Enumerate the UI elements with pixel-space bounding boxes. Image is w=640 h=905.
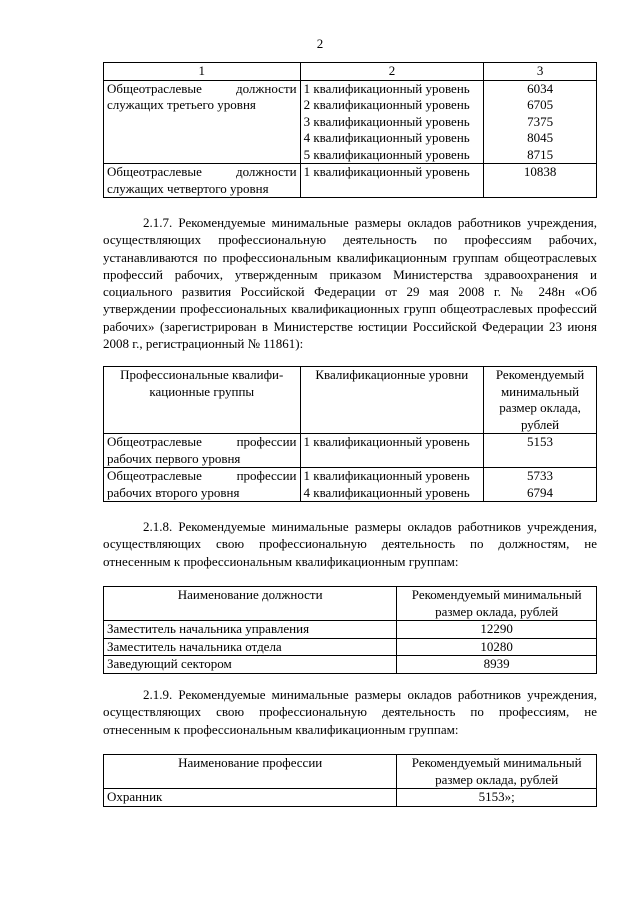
header-cell: Наименование должности bbox=[104, 587, 397, 621]
table-employee-salaries bbox=[103, 62, 597, 198]
salary-cell: 12290 bbox=[397, 621, 597, 639]
table-row bbox=[104, 164, 597, 198]
header-cell: Рекомендуемый минимальный размер оклада, рублей bbox=[397, 587, 597, 621]
table-header-row bbox=[104, 755, 597, 789]
header-cell: Рекомендуемый минимальный размер оклада, рублей bbox=[397, 755, 597, 789]
table-header-row bbox=[104, 367, 597, 434]
table-row bbox=[104, 468, 597, 502]
table-row bbox=[104, 621, 597, 639]
paragraph-2-1-8: 2.1.8. Рекомендуемые минимальные размеры окладов работников учреждения, осуществляющих свою профессиональную деятельность по должностям, не отнесенным к профессиональным квалификационным группам: bbox=[103, 519, 597, 569]
levels-cell: 1 квалификационный уровень bbox=[300, 434, 484, 468]
table-header-row bbox=[104, 587, 597, 621]
page-number: 2 bbox=[316, 36, 324, 51]
group-cell: Общеотраслевые профессии рабочих второго уровня bbox=[104, 468, 301, 502]
profession-name-cell: Охранник bbox=[104, 789, 397, 807]
salary-cell: 10838 bbox=[484, 164, 597, 198]
salary-cell: 5733 6794 bbox=[484, 468, 597, 502]
position-name-cell: Заведующий сектором bbox=[104, 656, 397, 674]
position-name-cell: Заместитель начальника отдела bbox=[104, 638, 397, 656]
table-profession-salaries bbox=[103, 754, 597, 807]
levels-cell: 1 квалификационный уровень bbox=[300, 164, 484, 198]
group-cell: Общеотраслевые должности служащих четвертого уровня bbox=[104, 164, 301, 198]
header-cell: 3 bbox=[484, 63, 597, 81]
levels-cell: 1 квалификационный уровень 4 квалификационный уровень bbox=[300, 468, 484, 502]
table-position-salaries bbox=[103, 586, 597, 674]
paragraph-2-1-9: 2.1.9. Рекомендуемые минимальные размеры окладов работников учреждения, осуществляющих свою профессиональную деятельность по профессиям, не отнесенным к профессиональным квалификационным группам: bbox=[103, 687, 597, 737]
header-cell: 2 bbox=[300, 63, 484, 81]
salary-cell: 6034 6705 7375 8045 8715 bbox=[484, 80, 597, 164]
table-row bbox=[104, 434, 597, 468]
table-row bbox=[104, 789, 597, 807]
group-cell: Общеотраслевые должности служащих третьего уровня bbox=[104, 80, 301, 164]
table-row bbox=[104, 80, 597, 164]
levels-cell: 1 квалификационный уровень 2 квалификационный уровень 3 квалификационный уровень 4 квалификационный уровень 5 квалификационный уровень bbox=[300, 80, 484, 164]
paragraph-2-1-7: 2.1.7. Рекомендуемые минимальные размеры окладов работников учреждения, осуществляющих профессиональную деятельность по профессиям рабочих, устанавливаются по профессиональным квалификационным группам общеотраслевых профессий рабочих, утвержденным приказом Министерства здравоохранения и социального развития Российской Федерации от 29 мая 2008 г. № 248н «Об утверждении профессиональных квалификационных групп общеотраслевых профессий рабочих» (зарегистрирован в Министерстве юстиции Российской Федерации 23 июня 2008 г., регистрационный № 11861): bbox=[103, 215, 597, 352]
table-worker-salaries bbox=[103, 366, 597, 502]
table-header-row bbox=[104, 63, 597, 81]
salary-cell: 5153»; bbox=[397, 789, 597, 807]
header-cell: Наименование профессии bbox=[104, 755, 397, 789]
salary-cell: 10280 bbox=[397, 638, 597, 656]
header-cell: Профессиональные квалифи- кационные группы bbox=[104, 367, 301, 434]
salary-cell: 8939 bbox=[397, 656, 597, 674]
table-row bbox=[104, 638, 597, 656]
header-cell: Квалификационные уровни bbox=[300, 367, 484, 434]
header-cell: 1 bbox=[104, 63, 301, 81]
group-cell: Общеотраслевые профессии рабочих первого уровня bbox=[104, 434, 301, 468]
table-row bbox=[104, 656, 597, 674]
header-cell: Рекомендуемый минимальный размер оклада, рублей bbox=[484, 367, 597, 434]
salary-cell: 5153 bbox=[484, 434, 597, 468]
position-name-cell: Заместитель начальника управления bbox=[104, 621, 397, 639]
